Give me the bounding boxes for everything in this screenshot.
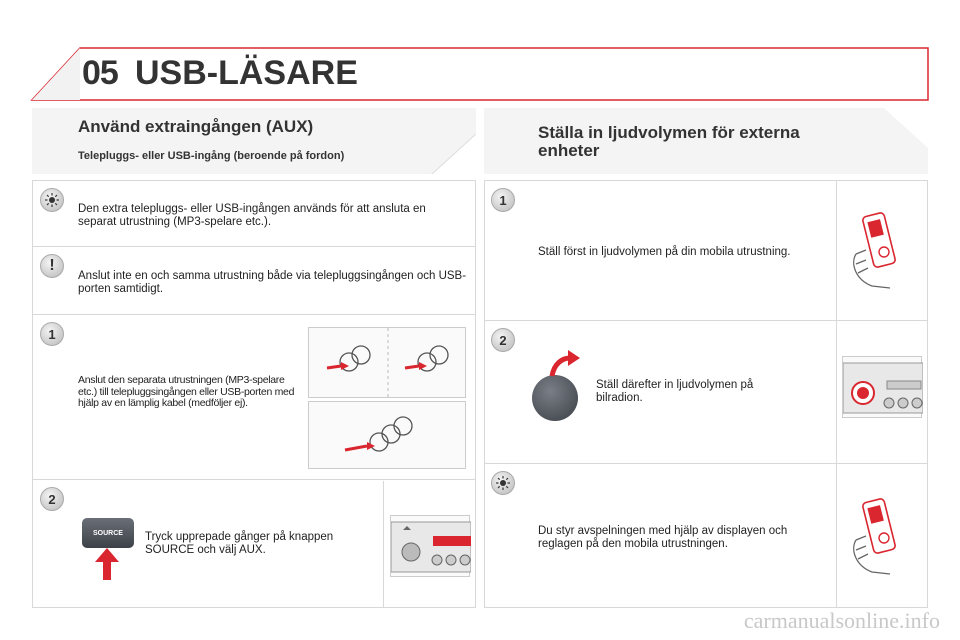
source-button-image xyxy=(82,518,134,548)
left-tip-text: Den extra telepluggs- eller USB-ingången används för att ansluta en separat utrustning (MP3-spelare etc.). xyxy=(78,203,426,228)
step-2-badge: 2 xyxy=(40,487,64,511)
right-step1-text: Ställ först in ljudvolymen på din mobila utrustning. xyxy=(538,246,791,258)
step-2-badge-right: 2 xyxy=(491,328,515,352)
volume-knob-image xyxy=(532,375,578,421)
step-1-badge: 1 xyxy=(40,322,64,346)
radio-panel-image-left xyxy=(390,515,470,577)
up-arrow-icon xyxy=(92,546,122,582)
source-button-label: SOURCE xyxy=(93,529,123,537)
warning-icon: ! xyxy=(40,254,64,278)
left-section-title: Använd extraingången (AUX) xyxy=(78,117,314,136)
left-step2-divider xyxy=(383,481,384,607)
mobile-device-hand-image xyxy=(846,210,918,292)
left-step1-text: Anslut den separata utrustningen (MP3-spelare etc.) till telepluggsingången eller USB-porten med hjälp av en lämplig kabel (medföljer ej). xyxy=(78,374,295,409)
chapter-number: 05 xyxy=(82,54,118,92)
cable-plug-image-bottom xyxy=(308,401,466,469)
footer-watermark: carmanualsonline.info xyxy=(743,608,940,633)
mobile-device-hand-image-2 xyxy=(846,496,918,578)
right-image-divider xyxy=(836,181,837,607)
left-section-subtitle: Telepluggs- eller USB-ingång (beroende på fordon) xyxy=(78,150,345,162)
tip-icon-right xyxy=(491,471,515,495)
rotate-arrow-icon xyxy=(548,350,582,380)
right-section-title: Ställa in ljudvolymen för externa enheter xyxy=(538,123,800,160)
tip-icon xyxy=(40,188,64,212)
cable-plug-image-top xyxy=(308,327,466,398)
left-step2-text: Tryck upprepade gånger på knappen SOURCE och välj AUX. xyxy=(145,531,334,556)
left-warning-text: Anslut inte en och samma utrustning både via telepluggsingången och USB-porten samtidigt. xyxy=(78,270,467,295)
step-1-badge-right: 1 xyxy=(491,188,515,212)
chapter-title: USB-LÄSARE xyxy=(135,54,358,92)
right-step2-text: Ställ därefter in ljudvolymen på bilradion. xyxy=(596,379,754,404)
right-tip-text: Du styr avspelningen med hjälp av displayen och reglagen på den mobila utrustningen. xyxy=(538,525,788,550)
radio-panel-image-right xyxy=(842,356,922,418)
